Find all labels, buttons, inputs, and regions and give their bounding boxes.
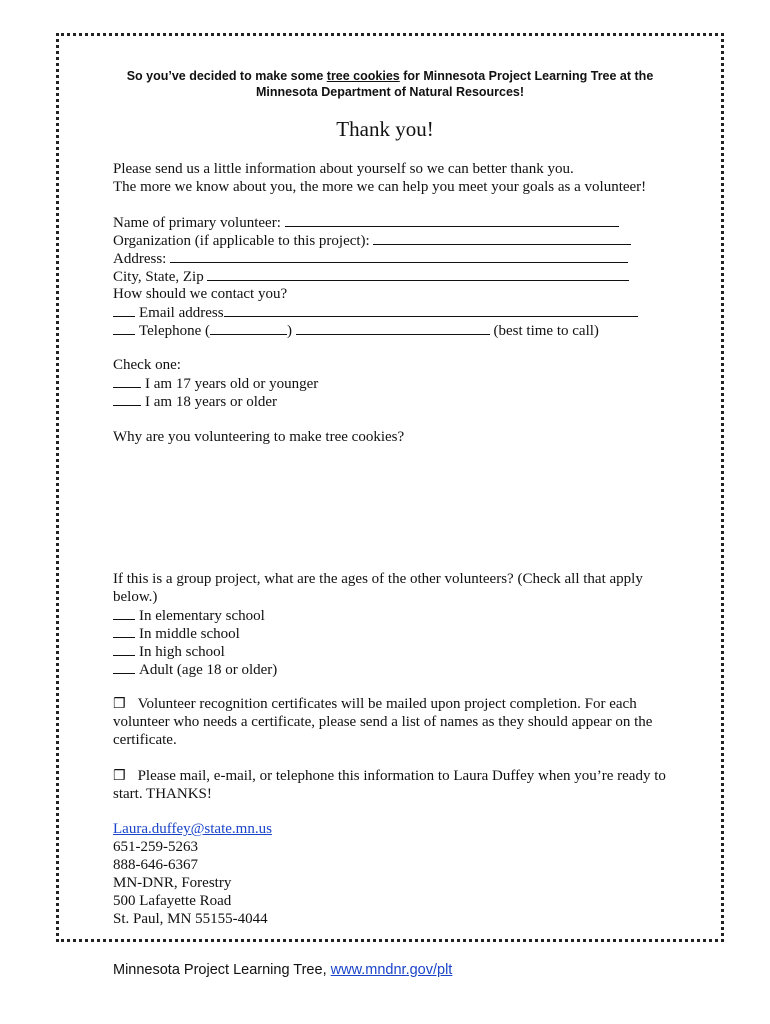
why-question: Why are you volunteering to make tree cookies? <box>113 429 405 445</box>
organization-label: Organization (if applicable to this project): <box>113 233 370 249</box>
age-17-label: I am 17 years old or younger <box>145 376 319 392</box>
certificate-checkbox-icon[interactable]: ❒ <box>113 696 126 712</box>
mail-note-line-2: start. THANKS! <box>113 786 212 802</box>
email-check-blank[interactable] <box>113 303 135 317</box>
adult-check-blank[interactable] <box>113 660 135 674</box>
middle-school-check-blank[interactable] <box>113 624 135 638</box>
group-question-line-2: below.) <box>113 589 158 605</box>
telephone-close-paren: ) <box>287 323 293 339</box>
name-label: Name of primary volunteer: <box>113 215 281 231</box>
telephone-check-blank[interactable] <box>113 321 135 335</box>
age-18-check-blank[interactable] <box>113 392 141 406</box>
form-heading <box>80 68 700 100</box>
page-title: Thank you! <box>336 117 434 141</box>
group-option-row <box>113 624 240 643</box>
group-option-row <box>113 606 265 625</box>
address-field-row <box>113 249 628 268</box>
certificate-text: Volunteer recognition certificates will be mailed upon project completion. For each <box>137 696 637 712</box>
group-option-row <box>113 660 277 679</box>
certificate-note-line-3: certificate. <box>113 732 177 748</box>
contact-org: MN-DNR, Forestry <box>113 875 232 891</box>
group-option-row <box>113 642 225 661</box>
high-school-check-blank[interactable] <box>113 642 135 656</box>
mail-text: Please mail, e-mail, or telephone this information to Laura Duffey when you’re ready to <box>137 768 666 784</box>
contact-phone-1: 651-259-5263 <box>113 839 198 855</box>
page-footer <box>113 962 452 978</box>
contact-street: 500 Lafayette Road <box>113 893 232 909</box>
email-option-row <box>113 303 638 322</box>
city-label: City, State, Zip <box>113 269 204 285</box>
contact-city: St. Paul, MN 55155-4044 <box>113 911 268 927</box>
name-field-row <box>113 213 619 232</box>
high-school-label: In high school <box>139 644 225 660</box>
best-time-label: (best time to call) <box>493 323 599 339</box>
mail-checkbox-icon[interactable]: ❒ <box>113 768 126 784</box>
footer-website-link[interactable]: www.mndnr.gov/plt <box>330 962 453 978</box>
elementary-label: In elementary school <box>139 608 265 624</box>
age-option-row <box>113 392 277 411</box>
organization-field-row <box>113 231 631 250</box>
contact-phone-2: 888-646-6367 <box>113 857 198 873</box>
city-field-row <box>113 267 629 286</box>
certificate-note-line-2: volunteer who needs a certificate, please send a list of names as they should appear on the <box>113 714 653 730</box>
heading-line-2: Minnesota Department of Natural Resources! <box>255 85 525 99</box>
footer-text: Minnesota Project Learning Tree, <box>113 962 331 978</box>
certificate-note-line-1 <box>113 695 637 713</box>
name-field[interactable] <box>285 213 619 227</box>
age-17-check-blank[interactable] <box>113 374 141 388</box>
intro-line-1: Please send us a little information about yourself so we can better thank you. <box>113 161 574 177</box>
group-question-line-1: If this is a group project, what are the ages of the other volunteers? (Check all that apply <box>113 571 643 587</box>
city-state-zip-field[interactable] <box>207 267 629 281</box>
organization-field[interactable] <box>373 231 631 245</box>
contact-email-link[interactable]: Laura.duffey@state.mn.us <box>113 821 272 837</box>
heading-text-post: for Minnesota Project Learning Tree at the <box>399 69 654 83</box>
elementary-check-blank[interactable] <box>113 606 135 620</box>
adult-label: Adult (age 18 or older) <box>139 662 278 678</box>
telephone-option-row <box>113 321 599 340</box>
contact-question: How should we contact you? <box>113 286 288 302</box>
address-label: Address: <box>113 251 167 267</box>
email-field[interactable] <box>224 303 638 317</box>
heading-tree-cookies: tree cookies <box>326 69 400 83</box>
middle-school-label: In middle school <box>139 626 240 642</box>
telephone-label: Telephone ( <box>139 323 211 339</box>
why-answer-area[interactable] <box>113 450 673 560</box>
check-one-label: Check one: <box>113 357 181 373</box>
age-option-row <box>113 374 318 393</box>
area-code-field[interactable] <box>210 321 287 335</box>
telephone-field[interactable] <box>296 321 490 335</box>
email-label: Email address <box>139 305 224 321</box>
address-field[interactable] <box>170 249 628 263</box>
heading-text-pre: So you’ve decided to make some <box>126 69 327 83</box>
intro-line-2: The more we know about you, the more we can help you meet your goals as a volunteer! <box>113 179 647 195</box>
mail-note-line-1 <box>113 767 666 785</box>
age-18-label: I am 18 years or older <box>145 394 278 410</box>
